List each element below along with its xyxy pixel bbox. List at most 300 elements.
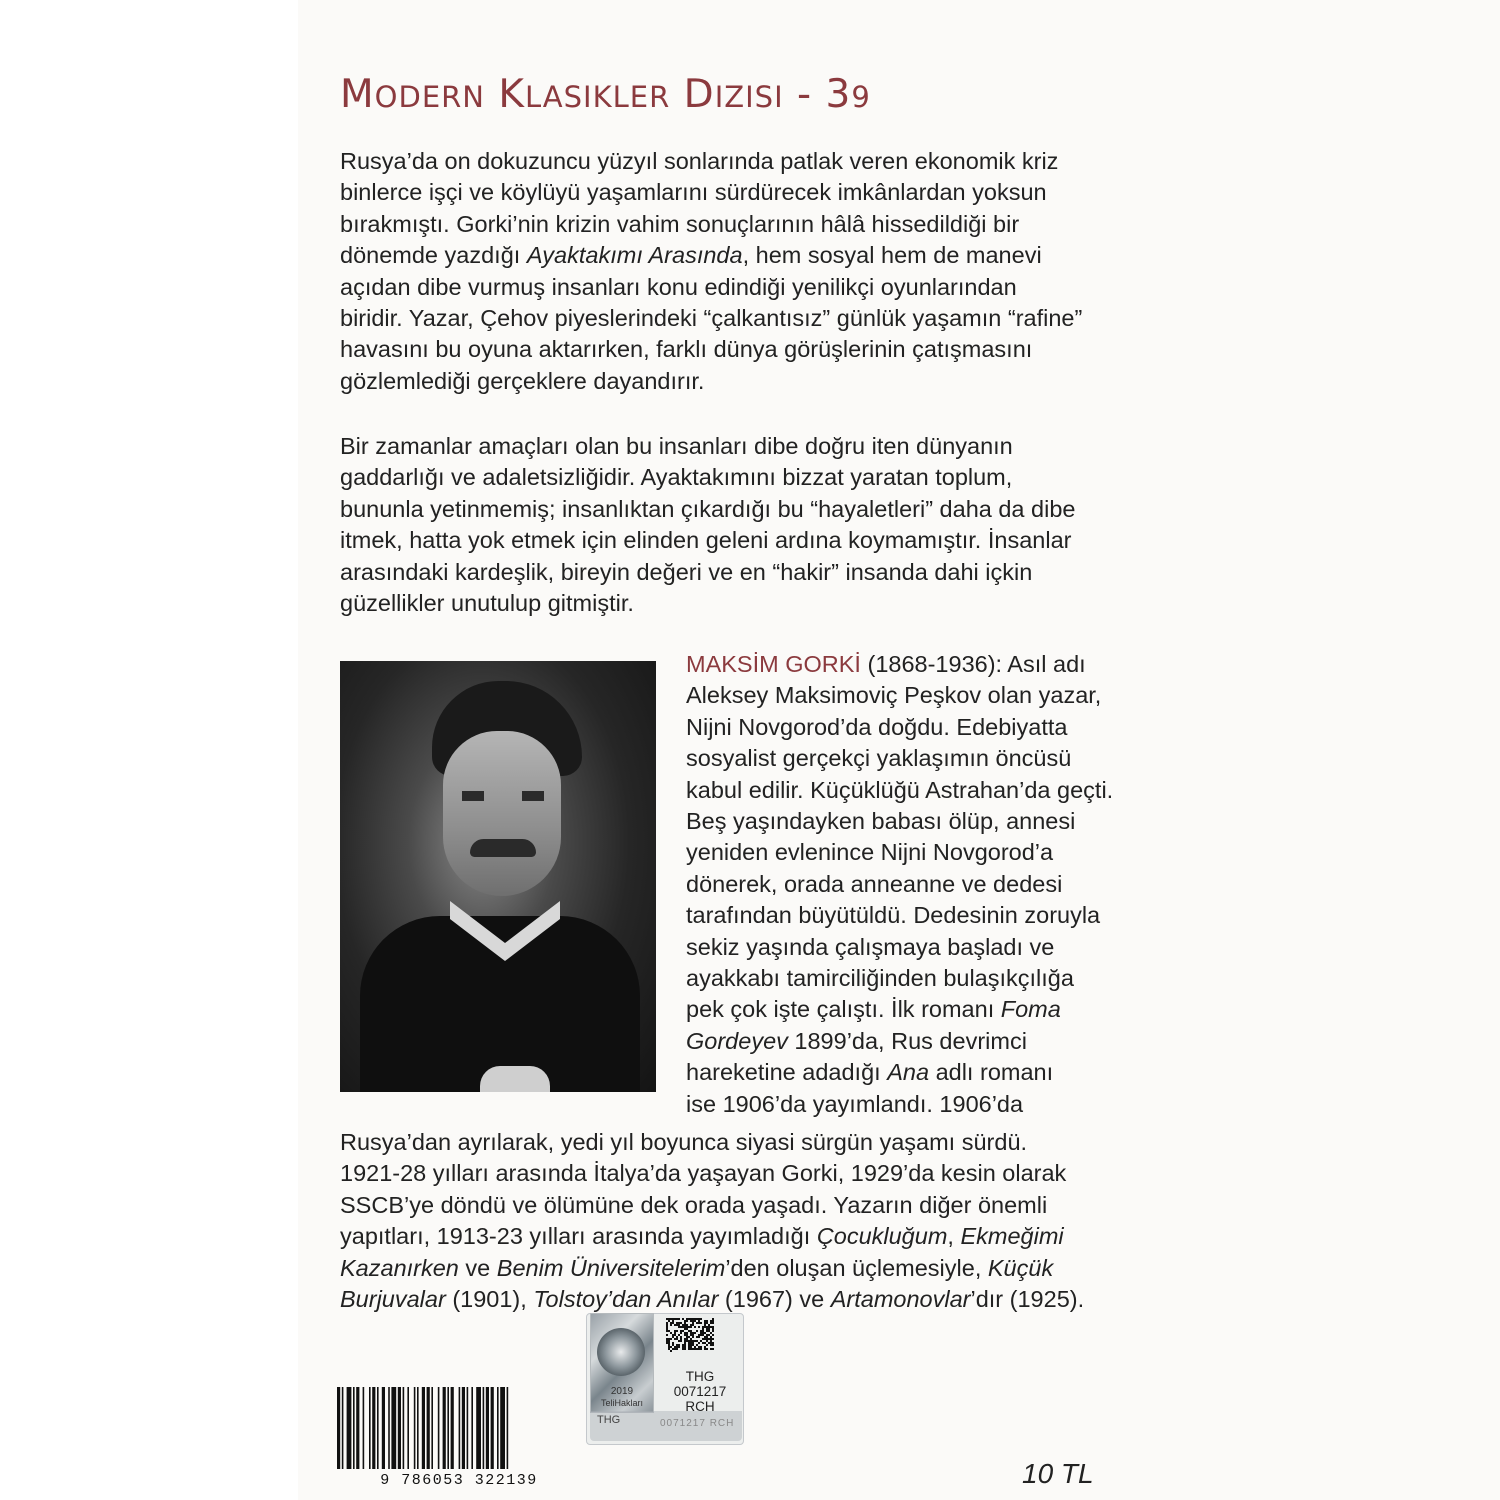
text-line: bununla yetinmemiş; insanlıktan çıkardığı bu “hayaletleri” daha da dibe [340, 495, 1076, 522]
qr-module [710, 1326, 712, 1328]
qr-module [690, 1318, 692, 1320]
qr-module [678, 1334, 680, 1336]
qr-module [674, 1338, 676, 1340]
bio-line: dönerek, orada anneanne ve dedesi [686, 870, 1063, 897]
barcode-bar [462, 1387, 465, 1469]
qr-module [700, 1340, 702, 1342]
barcode-bar [467, 1387, 469, 1469]
qr-module [676, 1330, 678, 1332]
qr-module [672, 1336, 674, 1338]
text-line: güzellikler unutulup gitmiştir. [340, 590, 634, 617]
qr-module [680, 1326, 682, 1328]
qr-module [706, 1336, 708, 1338]
bio-line: Aleksey Maksimoviç Peşkov olan yazar, [686, 682, 1102, 709]
qr-module [686, 1326, 688, 1328]
qr-module [704, 1346, 706, 1348]
qr-module [672, 1348, 674, 1350]
text-line: dönemde yazdığı Ayaktakımı Arasında, hem sosyal hem de manevi [340, 242, 1042, 269]
barcode-bar [398, 1387, 401, 1469]
qr-module [684, 1322, 686, 1324]
qr-module [702, 1326, 704, 1328]
qr-module [686, 1328, 688, 1330]
qr-module [686, 1340, 688, 1342]
qr-module [712, 1344, 714, 1346]
qr-module [712, 1326, 714, 1328]
qr-module [712, 1320, 714, 1322]
qr-module [692, 1340, 694, 1342]
qr-module [678, 1318, 680, 1320]
barcode-bar [427, 1387, 430, 1469]
qr-module [692, 1332, 694, 1334]
qr-module [672, 1334, 674, 1336]
qr-module [684, 1348, 686, 1350]
qr-module [708, 1338, 710, 1340]
hologram-year: 2019 [610, 1386, 634, 1397]
barcode-bar [431, 1387, 433, 1469]
barcode-bar [507, 1387, 509, 1469]
qr-module [680, 1336, 682, 1338]
text-line: arasındaki kardeşlik, bireyin değeri ve en “hakir” insanda dahi içkin [340, 558, 1033, 585]
barcode-bar [443, 1387, 446, 1469]
qr-module [704, 1320, 706, 1322]
qr-module [670, 1332, 672, 1334]
qr-module [706, 1338, 708, 1340]
qr-module [706, 1348, 708, 1350]
bio-line: ise 1906’da yayımlandı. 1906’da [686, 1090, 1024, 1117]
qr-module [698, 1326, 700, 1328]
qr-module [688, 1346, 690, 1348]
bio-line: Kazanırken ve Benim Üniversitelerim’den oluşan üçlemesiyle, Küçük [340, 1254, 1054, 1281]
qr-module [684, 1334, 686, 1336]
barcode-bar [447, 1387, 449, 1469]
qr-module [676, 1324, 678, 1326]
qr-module [668, 1340, 670, 1342]
qr-module [708, 1330, 710, 1332]
qr-module [690, 1340, 692, 1342]
qr-module [692, 1336, 694, 1338]
qr-module [668, 1338, 670, 1340]
qr-module [684, 1344, 686, 1346]
qr-module [712, 1318, 714, 1320]
bio-line: tarafından büyütüldü. Dedesinin zoruyla [686, 902, 1101, 929]
qr-module [686, 1332, 688, 1334]
qr-module [666, 1322, 668, 1324]
series-title: MODERN KLASIKLER DIZISI - 39 [340, 72, 871, 117]
qr-module [694, 1346, 696, 1348]
qr-module [708, 1326, 710, 1328]
qr-module [674, 1318, 676, 1320]
qr-module [686, 1336, 688, 1338]
barcode-bar [451, 1387, 454, 1469]
hologram-disc-icon [597, 1328, 645, 1376]
qr-module [702, 1330, 704, 1332]
qr-module [676, 1322, 678, 1324]
qr-module [680, 1340, 682, 1342]
qr-module [704, 1332, 706, 1334]
barcode-bar [471, 1387, 473, 1469]
qr-module [710, 1344, 712, 1346]
bio-line: ayakkabı tamirciliğinden bulaşıkçılığa [686, 965, 1074, 992]
qr-module [704, 1322, 706, 1324]
qr-module [670, 1350, 672, 1352]
qr-module [706, 1326, 708, 1328]
qr-module [668, 1320, 670, 1322]
hologram-seal [590, 1313, 654, 1413]
qr-module [692, 1348, 694, 1350]
barcode-bar [382, 1387, 385, 1469]
qr-module [682, 1318, 684, 1320]
barcode-bar [403, 1387, 405, 1469]
qr-module [666, 1342, 668, 1344]
qr-module [680, 1332, 682, 1334]
qr-module [676, 1318, 678, 1320]
qr-module [686, 1320, 688, 1322]
qr-module [682, 1348, 684, 1350]
qr-module [672, 1342, 674, 1344]
text-line: binlerce işçi ve köylüyü yaşamlarını sürdürecek imkânlardan yoksun [340, 179, 1047, 206]
qr-module [702, 1338, 704, 1340]
qr-module [692, 1324, 694, 1326]
qr-module [692, 1334, 694, 1336]
barcode-bar [417, 1387, 419, 1469]
qr-module [704, 1326, 706, 1328]
qr-module [708, 1328, 710, 1330]
qr-module [696, 1348, 698, 1350]
text-line: itmek, hatta yok etmek için elinden geleni ardına koymamıştır. İnsanlar [340, 527, 1072, 554]
qr-module [694, 1326, 696, 1328]
qr-module [686, 1338, 688, 1340]
qr-module [694, 1348, 696, 1350]
qr-module [666, 1324, 668, 1326]
barcode-bar [363, 1387, 365, 1469]
qr-module [670, 1318, 672, 1320]
qr-module [688, 1326, 690, 1328]
qr-module [712, 1342, 714, 1344]
qr-module [712, 1334, 714, 1336]
barcode-bar [483, 1387, 485, 1469]
qr-module [700, 1318, 702, 1320]
qr-module [674, 1330, 676, 1332]
qr-module [668, 1344, 670, 1346]
bio-line: SSCB’ye döndü ve ölümüne dek orada yaşadı. Yazarın diğer önemli [340, 1191, 1048, 1218]
qr-module [698, 1348, 700, 1350]
qr-module [700, 1332, 702, 1334]
qr-module [690, 1324, 692, 1326]
qr-module [698, 1346, 700, 1348]
qr-module [696, 1336, 698, 1338]
qr-module [676, 1348, 678, 1350]
qr-module [680, 1338, 682, 1340]
qr-module [708, 1342, 710, 1344]
bio-line: sosyalist gerçekçi yaklaşımın öncüsü [686, 745, 1072, 772]
qr-module [666, 1328, 668, 1330]
barcode [337, 1387, 575, 1469]
qr-module [702, 1342, 704, 1344]
qr-module [702, 1334, 704, 1336]
qr-module [676, 1346, 678, 1348]
qr-module [670, 1324, 672, 1326]
qr-module [666, 1338, 668, 1340]
qr-module [694, 1340, 696, 1342]
bio-line: sekiz yaşında çalışmaya başladı ve [686, 933, 1055, 960]
isbn-number: 9 786053 322139 [380, 1472, 538, 1489]
qr-module [710, 1332, 712, 1334]
qr-module [684, 1320, 686, 1322]
qr-module [696, 1340, 698, 1342]
qr-module [678, 1346, 680, 1348]
qr-code-icon [666, 1318, 714, 1366]
barcode-bar [391, 1387, 396, 1469]
qr-module [686, 1334, 688, 1336]
qr-module [690, 1320, 692, 1322]
text-line: gözlemlediği gerçeklere dayandırır. [340, 367, 705, 394]
qr-module [710, 1342, 712, 1344]
qr-module [706, 1322, 708, 1324]
qr-module [706, 1340, 708, 1342]
qr-module [704, 1336, 706, 1338]
bio-line: Gordeyev 1899’da, Rus devrimci [686, 1027, 1027, 1054]
qr-module [702, 1332, 704, 1334]
qr-module [670, 1338, 672, 1340]
qr-module [712, 1322, 714, 1324]
qr-module [688, 1344, 690, 1346]
hologram-code: THG [597, 1414, 621, 1426]
qr-module [666, 1334, 668, 1336]
qr-module [678, 1344, 680, 1346]
qr-module [700, 1346, 702, 1348]
qr-module [694, 1318, 696, 1320]
sticker-code-line: RCH [685, 1399, 715, 1414]
bio-line: yapıtları, 1913-23 yılları arasında yayımladığı Çocukluğum, Ekmeğimi [340, 1223, 1064, 1250]
qr-module [674, 1348, 676, 1350]
qr-module [698, 1334, 700, 1336]
qr-module [708, 1324, 710, 1326]
text-line: havasını bu oyuna aktarırken, farklı dünya görüşlerinin çatışmasını [340, 336, 1033, 363]
qr-module [682, 1346, 684, 1348]
qr-module [690, 1326, 692, 1328]
qr-module [710, 1348, 712, 1350]
qr-module [668, 1330, 670, 1332]
qr-module [700, 1322, 702, 1324]
barcode-bar [347, 1387, 352, 1469]
qr-module [688, 1348, 690, 1350]
bio-line: Burjuvalar (1901), Tolstoy’dan Anılar (1967) ve Artamonovlar’dır (1925). [340, 1286, 1085, 1313]
barcode-bar [407, 1387, 409, 1469]
bio-line: hareketine adadığı Ana adlı romanı [686, 1059, 1054, 1086]
qr-module [682, 1344, 684, 1346]
qr-module [680, 1322, 682, 1324]
qr-module [688, 1330, 690, 1332]
barcode-bar [422, 1387, 425, 1469]
qr-module [668, 1346, 670, 1348]
qr-module [688, 1318, 690, 1320]
qr-module [666, 1330, 668, 1332]
summary-paragraph-2 [340, 431, 1075, 619]
text-line: biridir. Yazar, Çehov piyeslerindeki “çalkantısız” günlük yaşamın “rafine” [340, 305, 1083, 332]
qr-module [700, 1348, 702, 1350]
qr-module [668, 1342, 670, 1344]
barcode-bar [476, 1387, 481, 1469]
qr-module [680, 1330, 682, 1332]
qr-module [684, 1346, 686, 1348]
qr-module [678, 1324, 680, 1326]
qr-module [706, 1328, 708, 1330]
sticker-code-line: 0071217 [673, 1384, 727, 1399]
qr-module [692, 1342, 694, 1344]
author-photo [340, 661, 656, 1092]
text-line: gaddarlığı ve adaletsizliğidir. Ayaktakımını bizzat yaratan toplum, [340, 464, 1013, 491]
barcode-bar [486, 1387, 489, 1469]
barcode-bar [372, 1387, 375, 1469]
qr-module [692, 1344, 694, 1346]
qr-module [690, 1338, 692, 1340]
qr-module [696, 1322, 698, 1324]
qr-module [670, 1346, 672, 1348]
qr-module [710, 1322, 712, 1324]
price: 10 TL [1022, 1458, 1094, 1489]
text-line: bırakmıştı. Gorki’nin krizin vahim sonuçlarının hâlâ hissedildiği bir [340, 210, 1020, 237]
qr-module [698, 1336, 700, 1338]
qr-module [712, 1348, 714, 1350]
barcode-bar [388, 1387, 390, 1469]
qr-module [684, 1326, 686, 1328]
qr-module [672, 1344, 674, 1346]
barcode-bar [356, 1387, 359, 1469]
bio-line: Rusya’dan ayrılarak, yedi yıl boyunca siyasi sürgün yaşamı sürdü. [340, 1129, 1028, 1155]
barcode-bar [438, 1387, 440, 1469]
qr-module [706, 1344, 708, 1346]
qr-module [688, 1342, 690, 1344]
qr-module [710, 1336, 712, 1338]
qr-module [684, 1324, 686, 1326]
qr-module [712, 1338, 714, 1340]
qr-module [690, 1332, 692, 1334]
qr-module [678, 1322, 680, 1324]
qr-module [704, 1338, 706, 1340]
author-dates: (1868-1936): Asıl adı [860, 651, 1086, 677]
bio-line: Beş yaşındayken babası ölüp, annesi [686, 808, 1076, 835]
qr-module [674, 1324, 676, 1326]
qr-module [690, 1348, 692, 1350]
qr-module [668, 1348, 670, 1350]
qr-module [684, 1332, 686, 1334]
barcode-bar [459, 1387, 461, 1469]
qr-module [704, 1348, 706, 1350]
barcode-bar [414, 1387, 416, 1469]
author-bio-top [686, 649, 1113, 1120]
qr-module [696, 1344, 698, 1346]
qr-module [692, 1318, 694, 1320]
qr-module [706, 1320, 708, 1322]
qr-module [708, 1334, 710, 1336]
qr-module [706, 1330, 708, 1332]
qr-module [682, 1326, 684, 1328]
qr-module [674, 1334, 676, 1336]
qr-module [694, 1320, 696, 1322]
qr-module [682, 1324, 684, 1326]
sticker-code [660, 1369, 740, 1414]
qr-module [702, 1328, 704, 1330]
qr-module [670, 1322, 672, 1324]
bio-line: pek çok işte çalıştı. İlk romanı Foma [686, 996, 1061, 1023]
summary-paragraph-1 [340, 146, 1082, 397]
qr-module [690, 1330, 692, 1332]
qr-module [676, 1344, 678, 1346]
qr-module [672, 1322, 674, 1324]
qr-module [704, 1324, 706, 1326]
qr-module [688, 1340, 690, 1342]
qr-module [674, 1346, 676, 1348]
qr-module [710, 1320, 712, 1322]
text-line: Rusya’da on dokuzuncu yüzyıl sonlarında patlak veren ekonomik kriz [340, 148, 1059, 174]
text-line: açıdan dibe vurmuş insanları konu edindiği yenilikçi oyunlarından [340, 273, 1017, 300]
qr-module [706, 1334, 708, 1336]
qr-module [688, 1336, 690, 1338]
qr-module [698, 1320, 700, 1322]
qr-module [700, 1334, 702, 1336]
qr-module [676, 1336, 678, 1338]
qr-module [696, 1318, 698, 1320]
bio-line: yeniden evlenince Nijni Novgorod’a [686, 839, 1054, 866]
author-bio-bottom [340, 1127, 1084, 1315]
sticker-ghost-text: 0071217 RCH [660, 1418, 735, 1429]
sticker-code-line: THG [685, 1369, 715, 1384]
qr-module [676, 1338, 678, 1340]
qr-module [690, 1342, 692, 1344]
qr-module [710, 1338, 712, 1340]
qr-module [698, 1318, 700, 1320]
barcode-bar [342, 1387, 344, 1469]
qr-module [678, 1326, 680, 1328]
qr-module [704, 1342, 706, 1344]
bio-line: 1921-28 yılları arasında İtalya’da yaşayan Gorki, 1929’da kesin olarak [340, 1160, 1067, 1187]
qr-module [666, 1340, 668, 1342]
qr-module [692, 1322, 694, 1324]
qr-module [712, 1328, 714, 1330]
qr-module [686, 1324, 688, 1326]
qr-module [684, 1328, 686, 1330]
qr-module [696, 1330, 698, 1332]
qr-module [698, 1322, 700, 1324]
qr-module [684, 1338, 686, 1340]
qr-module [710, 1340, 712, 1342]
qr-module [700, 1330, 702, 1332]
qr-module [684, 1342, 686, 1344]
qr-module [668, 1318, 670, 1320]
qr-module [682, 1330, 684, 1332]
qr-module [666, 1326, 668, 1328]
hologram-brand: TeliHakları [600, 1398, 643, 1408]
qr-module [678, 1340, 680, 1342]
barcode-bar [369, 1387, 371, 1469]
qr-module [672, 1320, 674, 1322]
barcode-bar [500, 1387, 505, 1469]
qr-module [666, 1318, 668, 1320]
qr-module [684, 1340, 686, 1342]
barcode-bar [337, 1387, 340, 1469]
bio-line: kabul edilir. Küçüklüğü Astrahan’da geçti. [686, 776, 1114, 803]
qr-module [686, 1318, 688, 1320]
qr-module [694, 1332, 696, 1334]
text-line: Bir zamanlar amaçları olan bu insanları dibe doğru iten dünyanın [340, 433, 1013, 459]
author-name: MAKSİM GORKİ [686, 651, 861, 677]
qr-module [690, 1334, 692, 1336]
qr-module [672, 1318, 674, 1320]
qr-module [698, 1342, 700, 1344]
barcode-bar [491, 1387, 494, 1469]
qr-module [712, 1330, 714, 1332]
bio-line: Nijni Novgorod’da doğdu. Edebiyatta [686, 713, 1068, 740]
